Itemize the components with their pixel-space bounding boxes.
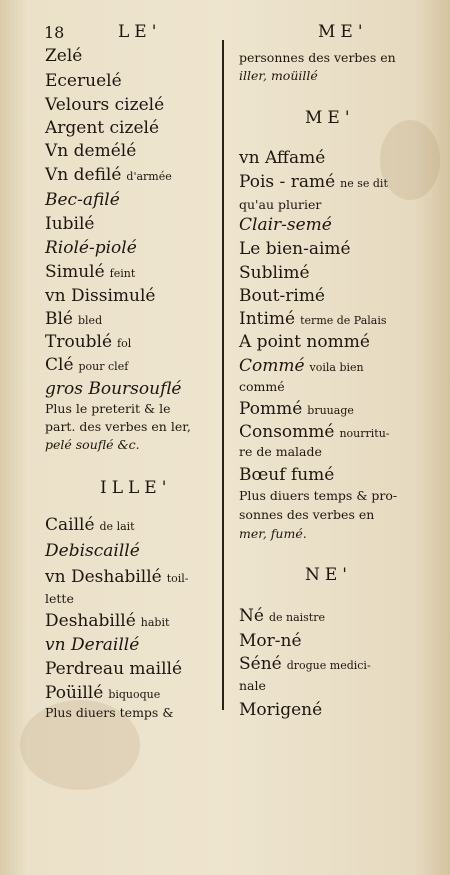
entry-word: Mor-né [239, 631, 302, 651]
entry-word: vn Dissimulé [45, 286, 156, 306]
entry-word: ILLE' [100, 478, 172, 498]
entry-word: Consommé [239, 422, 335, 442]
entry-line [45, 357, 128, 374]
entry-word: Plus diuers temps & [45, 705, 174, 720]
entry-line [45, 707, 173, 720]
entry-word: Séné [239, 654, 282, 674]
entry-word: lette [45, 591, 74, 606]
entry-word: Caillé [45, 515, 95, 535]
entry-line [45, 240, 137, 257]
entry-word: gros Boursouflé [45, 379, 182, 399]
entry-line [239, 633, 302, 650]
entry-line [45, 593, 74, 606]
entry-word: Poüillé [45, 683, 104, 703]
entry-gloss: biquoque [108, 688, 161, 701]
entry-gloss: d'armée [126, 170, 172, 183]
entry-word: Troublé [45, 332, 113, 352]
entry-gloss: terme de Palais [300, 314, 387, 327]
entry-word: Commé [239, 356, 305, 376]
entry-line [239, 509, 374, 522]
entry-line [239, 199, 321, 212]
entry-line [45, 637, 139, 654]
entry-line [239, 311, 387, 328]
entry-line [239, 656, 371, 673]
entry-line [45, 613, 169, 630]
entry-line [45, 517, 135, 534]
entry-line [45, 288, 155, 305]
entry-line [239, 288, 325, 305]
entry-line [45, 381, 181, 398]
entry-line [239, 401, 354, 418]
entry-gloss: de lait [99, 520, 135, 533]
entry-word: nale [239, 678, 266, 693]
right-running-head: ME' [318, 22, 368, 42]
entry-word: Simulé [45, 262, 105, 282]
entry-line [45, 334, 131, 351]
entry-line [45, 48, 82, 65]
entry-line [45, 421, 191, 434]
entry-word: sonnes des verbes en [239, 507, 375, 522]
entry-word: Clé [45, 355, 74, 375]
entry-gloss: voila bien [309, 361, 364, 374]
entry-word: re de malade [239, 444, 322, 459]
entry-word: Argent cizelé [45, 118, 160, 138]
entry-line [45, 73, 122, 90]
entry-word: vn Affamé [239, 148, 326, 168]
entry-line [239, 217, 332, 234]
entry-word: Né [239, 606, 264, 626]
entry-word: Debiscaillé [45, 541, 140, 561]
entry-word: qu'au plurier [239, 197, 322, 212]
entry-gloss: nourritu- [339, 427, 390, 440]
entry-line [239, 241, 351, 258]
entry-line [239, 334, 370, 351]
entry-gloss: fol [117, 337, 132, 350]
entry-word: vn Deshabillé [45, 567, 162, 587]
entry-word: Eceruelé [45, 71, 122, 91]
entry-line [239, 381, 285, 394]
paper-stain [380, 120, 440, 200]
entry-line [45, 543, 140, 560]
entry-word: Bec-afilé [45, 190, 120, 210]
entry-word: vn Deraillé [45, 635, 140, 655]
entry-word: iller, moüillé [239, 68, 318, 83]
entry-gloss: feint [109, 267, 136, 280]
entry-line [45, 120, 159, 137]
entry-word: Perdreau maillé [45, 659, 183, 679]
entry-line [239, 680, 266, 693]
entry-line [45, 661, 182, 678]
left-running-head: LE' [118, 22, 162, 42]
entry-word: ME' [305, 108, 355, 128]
entry-word: Plus le preterit & le [45, 401, 171, 416]
entry-word: A point nommé [239, 332, 370, 352]
entry-line [45, 216, 94, 233]
entry-word: Bout-rimé [239, 286, 325, 306]
entry-line [239, 528, 307, 541]
entry-word: Blé [45, 309, 73, 329]
entry-line [239, 702, 322, 719]
section-heading [305, 110, 355, 127]
entry-line [45, 264, 135, 281]
entry-word: pelé souflé &c. [45, 437, 140, 452]
entry-word: Zelé [45, 46, 83, 66]
entry-line [239, 490, 397, 503]
entry-gloss: de naistre [268, 611, 325, 624]
entry-word: Vn defilé [45, 165, 122, 185]
entry-word: Clair-semé [239, 215, 332, 235]
entry-line [45, 439, 140, 452]
entry-line [45, 192, 120, 209]
entry-word: Riolé-piolé [45, 238, 137, 258]
entry-line [239, 265, 310, 282]
entry-word: Velours cizelé [45, 95, 165, 115]
entry-line [45, 97, 164, 114]
entry-line [45, 685, 160, 702]
entry-word: Iubilé [45, 214, 95, 234]
entry-line [239, 446, 322, 459]
entry-word: part. des verbes en ler, [45, 419, 191, 434]
entry-word: Intimé [239, 309, 296, 329]
entry-line [45, 167, 172, 184]
entry-word: Sublimé [239, 263, 310, 283]
column-rule [222, 40, 224, 710]
section-heading [100, 480, 171, 497]
entry-word: Plus diuers temps & pro- [239, 488, 398, 503]
entry-line [45, 403, 170, 416]
entry-line [45, 569, 189, 586]
entry-line [239, 174, 388, 191]
entry-word: Bœuf fumé [239, 465, 335, 485]
entry-gloss: toil- [166, 572, 189, 585]
entry-line [45, 311, 102, 328]
entry-line [239, 358, 364, 375]
entry-word: Morigené [239, 700, 323, 720]
section-heading [305, 567, 352, 584]
page-number: 18 [44, 23, 65, 42]
entry-line [239, 424, 390, 441]
entry-gloss: bruuage [307, 404, 354, 417]
entry-line [239, 608, 325, 625]
entry-word: mer, fumé. [239, 526, 307, 541]
entry-line [239, 70, 318, 83]
entry-gloss: pour clef [78, 360, 129, 373]
entry-gloss: drogue medici- [286, 659, 371, 672]
entry-word: personnes des verbes en [239, 50, 396, 65]
entry-word: NE' [305, 565, 352, 585]
entry-gloss: ne se dit [340, 177, 388, 190]
entry-word: Le bien-aimé [239, 239, 351, 259]
entry-word: Pois - ramé [239, 172, 336, 192]
entry-word: Pommé [239, 399, 303, 419]
entry-gloss: habit [140, 616, 170, 629]
entry-line [239, 150, 325, 167]
entry-line [239, 467, 334, 484]
entry-word: Deshabillé [45, 611, 136, 631]
entry-line [45, 143, 136, 160]
entry-gloss: bled [78, 314, 103, 327]
entry-line [239, 52, 396, 65]
entry-word: commé [239, 379, 285, 394]
entry-word: Vn demélé [45, 141, 137, 161]
